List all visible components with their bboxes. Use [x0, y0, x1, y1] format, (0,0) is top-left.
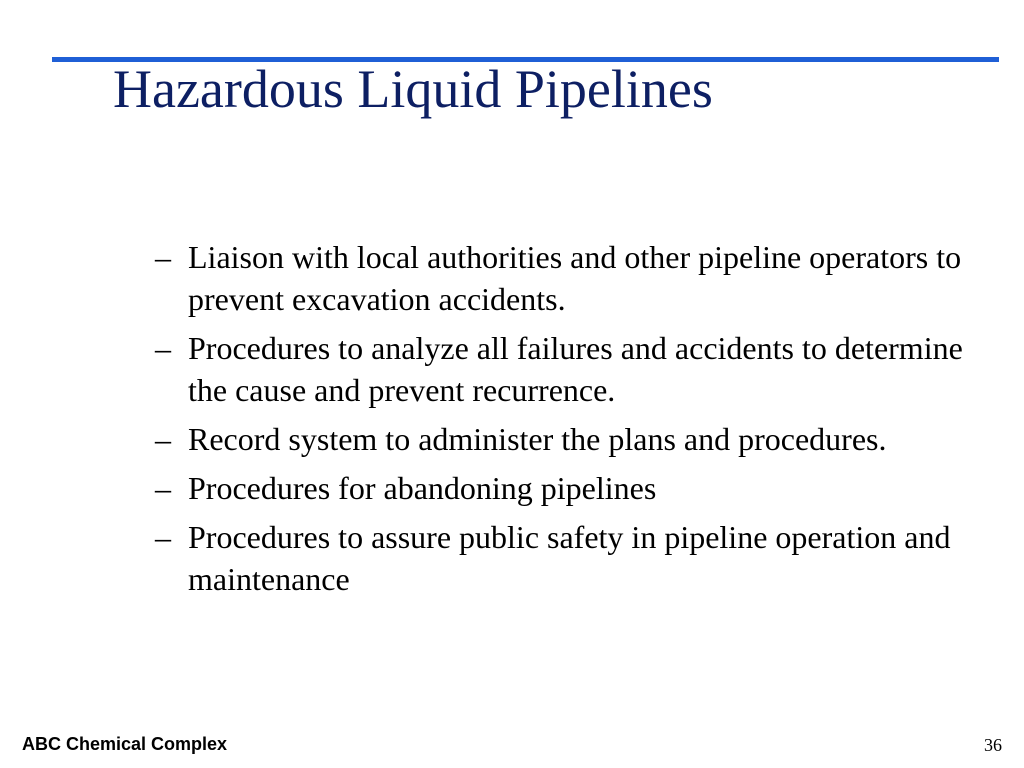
- bullet-dash: –: [155, 519, 171, 555]
- bullet-dash: –: [155, 330, 171, 366]
- bullet-item: [155, 327, 975, 411]
- bullet-text: Liaison with local authorities and other pipeline operators to prevent excavation accidents.: [188, 239, 962, 317]
- bullet-item: [155, 516, 975, 600]
- bullet-item: [155, 467, 975, 509]
- slide-title: Hazardous Liquid Pipelines: [113, 59, 713, 119]
- bullet-dash: –: [155, 470, 171, 506]
- bullet-list: [155, 236, 975, 607]
- bullet-dash: –: [155, 239, 171, 275]
- bullet-dash: –: [155, 421, 171, 457]
- bullet-item: [155, 418, 975, 460]
- bullet-text: Procedures for abandoning pipelines: [188, 470, 657, 506]
- page-number: 36: [984, 735, 1002, 755]
- bullet-text: Procedures to assure public safety in pipeline operation and maintenance: [188, 519, 951, 597]
- bullet-item: [155, 236, 975, 320]
- bullet-text: Procedures to analyze all failures and accidents to determine the cause and prevent recurrence.: [188, 330, 963, 408]
- footer-organization: ABC Chemical Complex: [22, 734, 228, 754]
- bullet-text: Record system to administer the plans and procedures.: [188, 421, 887, 457]
